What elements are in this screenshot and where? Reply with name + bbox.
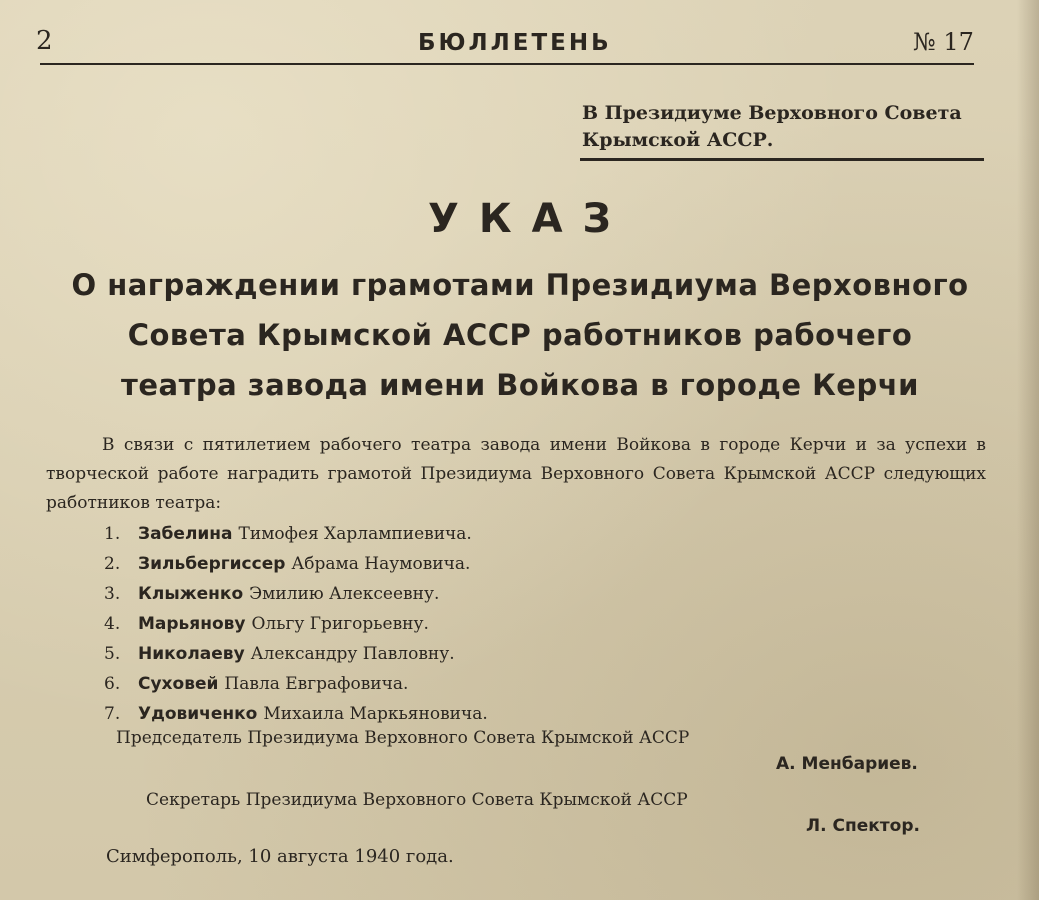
awardee-name: Тимофея Харлампиевича.	[238, 524, 472, 544]
awardee-surname: Забелина	[138, 524, 233, 544]
running-title: БЮЛЛЕТЕНЬ	[418, 30, 612, 56]
awardee-name: Михаила Маркьяновича.	[263, 704, 488, 724]
section-rule	[580, 158, 984, 161]
secretary-title: Секретарь Президиума Верховного Совета Крымской АССР	[146, 790, 688, 810]
list-item	[104, 579, 488, 609]
list-item-number: 6.	[104, 674, 121, 694]
list-item-number: 2.	[104, 554, 121, 574]
awardee-surname: Николаеву	[138, 644, 245, 664]
section-heading	[582, 100, 992, 154]
awardee-surname: Суховей	[138, 674, 219, 694]
list-item	[104, 699, 488, 729]
list-item	[104, 669, 488, 699]
issue-number: № 17	[913, 28, 974, 56]
list-item	[104, 609, 488, 639]
place-and-date: Симферополь, 10 августа 1940 года.	[106, 846, 454, 867]
secretary-signature: Л. Спектор.	[806, 816, 920, 836]
list-item-number: 1.	[104, 524, 121, 544]
list-item-number: 7.	[104, 704, 121, 724]
awardee-surname: Клыженко	[138, 584, 244, 604]
list-item-number: 5.	[104, 644, 121, 664]
page-edge-shadow	[1017, 0, 1039, 900]
chairman-title: Председатель Президиума Верховного Совета Крымской АССР	[116, 728, 690, 748]
awardee-name: Александру Павловну.	[250, 644, 455, 664]
list-item	[104, 639, 488, 669]
document-title: УКАЗ	[428, 196, 631, 242]
section-heading-line: Крымской АССР.	[582, 129, 774, 151]
awardee-name: Павла Евграфовича.	[224, 674, 409, 694]
awardee-surname: Зильбергиссер	[138, 554, 286, 574]
subtitle-line: О награждении грамотами Президиума Верховного	[71, 268, 969, 302]
awardee-list	[104, 519, 488, 729]
list-item	[104, 519, 488, 549]
document-subtitle	[30, 260, 1010, 410]
subtitle-line: театра завода имени Войкова в городе Керчи	[121, 368, 919, 402]
list-item	[104, 549, 488, 579]
intro-paragraph: В связи с пятилетием рабочего театра завода имени Войкова в городе Керчи и за успехи в творческой работе наградить грамотой Президиума Верховного Совета Крымской АССР следующих работников театра:	[46, 435, 986, 513]
awardee-surname: Марьянову	[138, 614, 246, 634]
section-heading-line: В Президиуме Верховного Совета	[582, 102, 962, 124]
chairman-signature: А. Менбариев.	[776, 754, 918, 774]
subtitle-line: Совета Крымской АССР работников рабочего	[127, 318, 913, 352]
page-number: 2	[36, 26, 53, 56]
awardee-name: Эмилию Алексеевну.	[249, 584, 440, 604]
awardee-surname: Удовиченко	[138, 704, 258, 724]
awardee-name: Абрама Наумовича.	[291, 554, 471, 574]
header-rule	[40, 63, 974, 65]
awardee-name: Ольгу Григорьевну.	[251, 614, 429, 634]
list-item-number: 4.	[104, 614, 121, 634]
list-item-number: 3.	[104, 584, 121, 604]
